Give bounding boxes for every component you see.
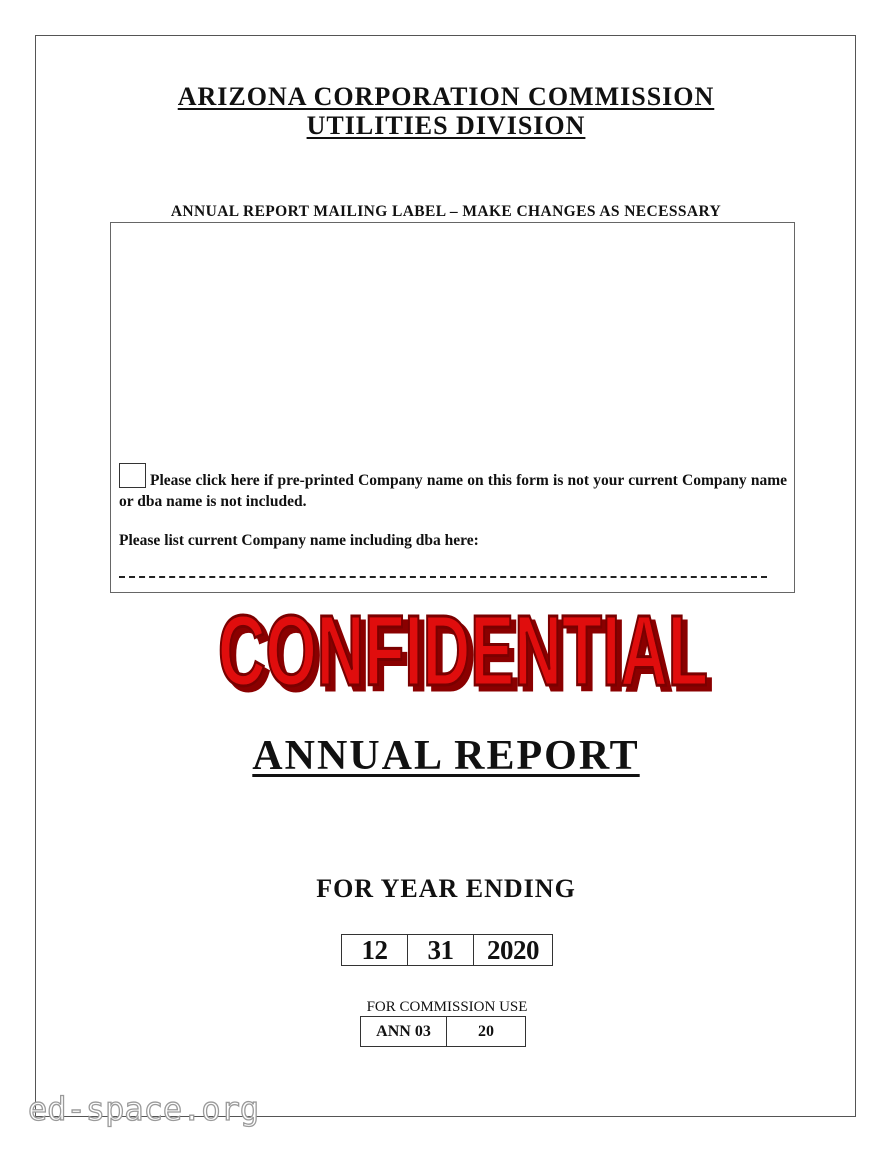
- mailing-label-box: [110, 222, 795, 593]
- commission-use-box: [360, 1016, 526, 1047]
- mailing-label-caption: ANNUAL REPORT MAILING LABEL – MAKE CHANGES AS NECESSARY: [170, 203, 722, 220]
- company-name-prompt: Please list current Company name including dba here:: [119, 532, 479, 549]
- commission-code-field: ANN 03: [361, 1017, 447, 1046]
- commission-year-field: 20: [478, 1023, 494, 1040]
- site-watermark: ed-space.org: [28, 1090, 260, 1128]
- year-ending-date: [341, 934, 553, 966]
- commission-use-label: FOR COMMISSION USE: [366, 999, 528, 1015]
- company-name-field[interactable]: [119, 556, 767, 578]
- division-title: UTILITIES DIVISION: [306, 111, 586, 140]
- confidential-stamp: [208, 595, 718, 707]
- confidential-stamp-text: CONFIDENTIAL: [218, 595, 708, 707]
- checkbox-instruction: Please click here if pre-printed Company name on this form is not your current Company name or dba name is not included.: [119, 472, 787, 510]
- agency-title: ARIZONA CORPORATION COMMISSION: [177, 82, 715, 111]
- day-field: 31: [408, 935, 474, 965]
- year-field: 2020: [487, 935, 539, 965]
- report-title: ANNUAL REPORT: [252, 733, 640, 779]
- year-ending-label: FOR YEAR ENDING: [316, 874, 576, 903]
- month-field: 12: [342, 935, 408, 965]
